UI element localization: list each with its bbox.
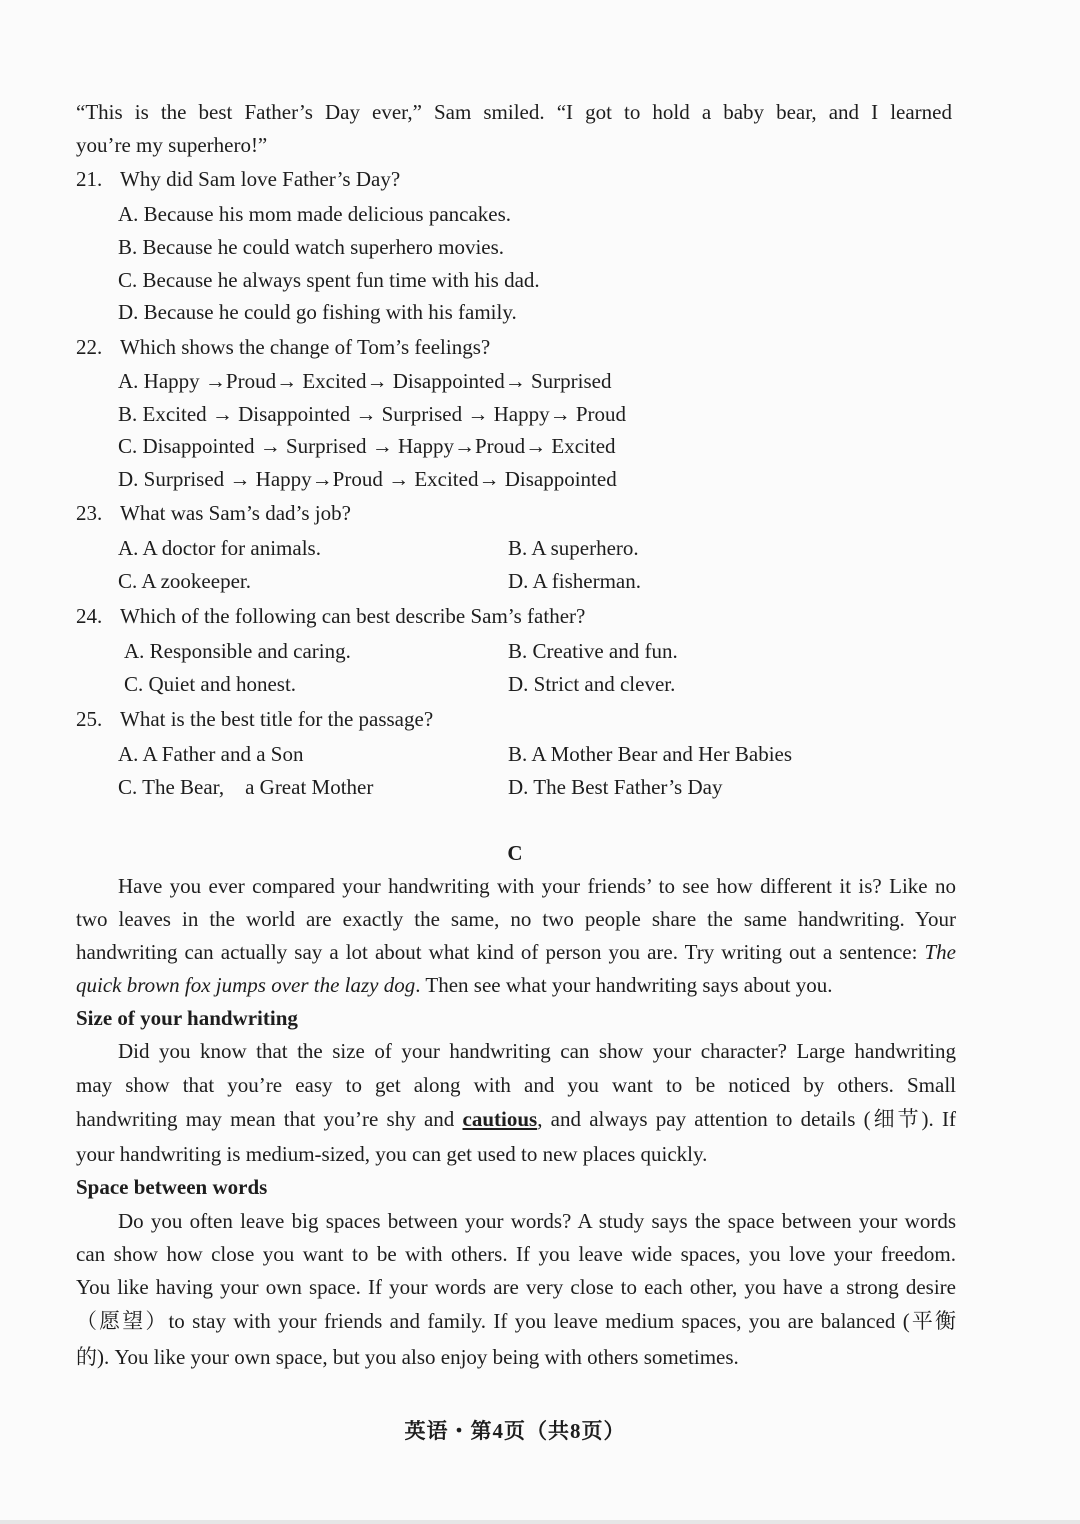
option-d: D. The Best Father’s Day (508, 775, 723, 799)
example-sentence: quick brown fox jumps over the lazy dog (76, 973, 416, 997)
paragraph-line (76, 971, 832, 999)
paragraph-line: can show how close you want to be with others. If you leave wide spaces, you love your freedom. (76, 1242, 956, 1266)
option-d: D. Because he could go fishing with his family. (118, 300, 517, 324)
option-b: B. Excited → Disappointed → Surprised → Happy→ Proud (118, 402, 627, 426)
paragraph-line (76, 1105, 956, 1133)
question-25 (76, 705, 433, 733)
question-number: 23. (76, 501, 103, 525)
option-d: D. A fisherman. (508, 569, 641, 593)
option-c: C. Quiet and honest. (124, 672, 297, 696)
paragraph-line: Have you ever compared your handwriting with your friends’ to see how different it is? Like no (118, 874, 956, 898)
question-number: 25. (76, 707, 103, 731)
question-stem: What was Sam’s dad’s job? (120, 501, 351, 525)
question-number: 22. (76, 335, 103, 359)
intro-line: “This is the best Father’s Day ever,” Sam smiled. “I got to hold a baby bear, and I learned (76, 100, 952, 124)
option-b: B. A Mother Bear and Her Babies (508, 742, 793, 766)
option-c: C. Because he always spent fun time with his dad. (118, 268, 540, 292)
paragraph-line: （愿望）to stay with your friends and family. If you leave medium spaces, you are balanced (平衡 (76, 1309, 956, 1333)
option-a: A. A doctor for animals. (118, 536, 321, 560)
scan-edge (0, 1520, 1080, 1524)
page-footer: 英语・第4页（共8页） (404, 1419, 626, 1443)
paragraph-line: Do you often leave big spaces between your words? A study says the space between your words (118, 1209, 956, 1233)
option-d: D. Strict and clever. (508, 672, 676, 696)
question-22 (76, 333, 490, 361)
paragraph-line: may show that you’re easy to get along with and you want to be noticed by others. Small (76, 1073, 956, 1097)
option-a: A. A Father and a Son (118, 742, 304, 766)
option-d: D. Surprised → Happy→Proud → Excited→ Disappointed (118, 467, 617, 491)
text-span: , and always pay attention to details (细节). If (537, 1107, 956, 1131)
paragraph-line: your handwriting is medium-sized, you can get used to new places quickly. (76, 1142, 708, 1166)
section-label: C (507, 841, 523, 865)
option-c: C. The Bear, a Great Mother (118, 775, 374, 799)
paragraph-line: 的). You like your own space, but you also enjoy being with others sometimes. (76, 1345, 739, 1369)
option-a: A. Responsible and caring. (124, 639, 351, 663)
question-stem: Why did Sam love Father’s Day? (120, 167, 401, 191)
paragraph-line (76, 938, 956, 966)
option-c: C. A zookeeper. (118, 569, 251, 593)
question-stem: What is the best title for the passage? (120, 707, 434, 731)
option-a: A. Because his mom made delicious pancakes. (118, 202, 512, 226)
option-b: B. Creative and fun. (508, 639, 678, 663)
paragraph-line: You like having your own space. If your words are very close to each other, you have a strong desire (76, 1275, 956, 1299)
question-21 (76, 165, 400, 193)
question-stem: Which of the following can best describe Sam’s father? (120, 604, 586, 628)
question-24 (76, 602, 585, 630)
option-b: B. A superhero. (508, 536, 639, 560)
paragraph-line: two leaves in the world are exactly the same, no two people share the same handwriting. Your (76, 907, 956, 931)
question-stem: Which shows the change of Tom’s feelings? (120, 335, 491, 359)
subheading-size: Size of your handwriting (76, 1006, 298, 1030)
option-a: A. Happy →Proud→ Excited→ Disappointed→ Surprised (118, 369, 612, 393)
example-sentence-start: The (924, 940, 956, 964)
option-c: C. Disappointed → Surprised → Happy→Proud→ Excited (118, 434, 616, 458)
intro-line: you’re my superhero!” (76, 133, 268, 157)
text-span: handwriting may mean that you’re shy and (76, 1107, 463, 1131)
keyword-cautious: cautious (462, 1107, 538, 1131)
subheading-space: Space between words (76, 1175, 268, 1199)
paragraph-line: Did you know that the size of your handwriting can show your character? Large handwriting (118, 1039, 956, 1063)
question-23 (76, 499, 351, 527)
option-b: B. Because he could watch superhero movies. (118, 235, 505, 259)
text-span: . Then see what your handwriting says about you. (415, 973, 833, 997)
question-number: 21. (76, 167, 103, 191)
question-number: 24. (76, 604, 103, 628)
text-span: handwriting can actually say a lot about what kind of person you are. Try writing out a sentence: (76, 940, 925, 964)
